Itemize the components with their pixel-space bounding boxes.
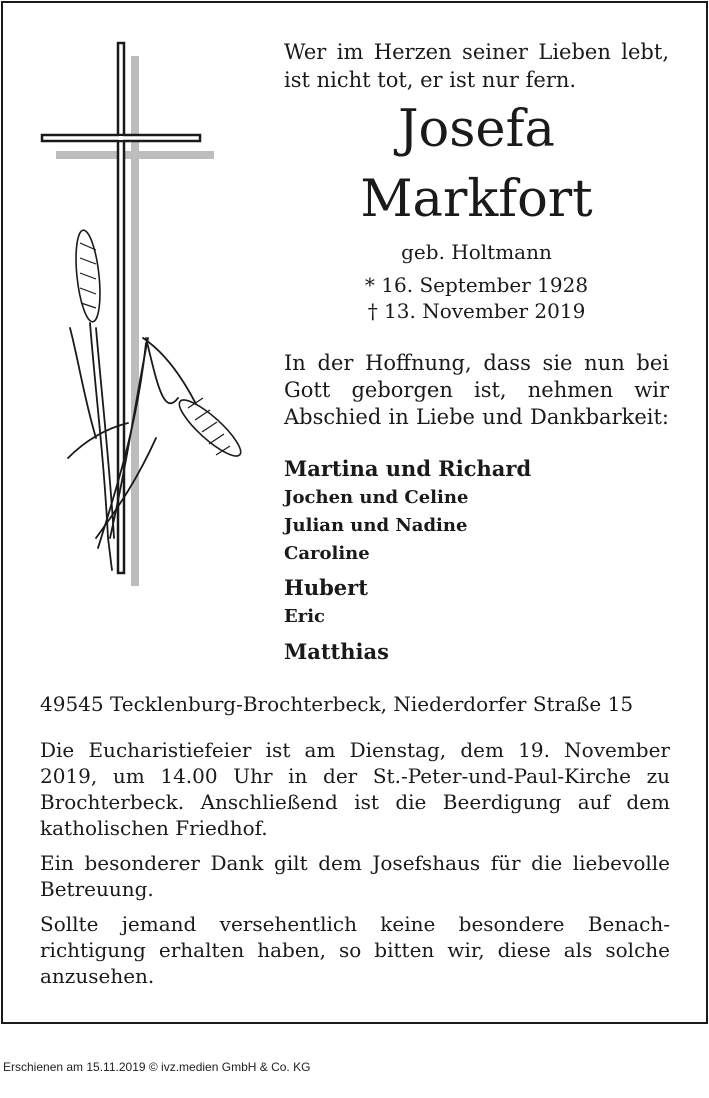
family-member: Martina und Richard (284, 456, 532, 481)
death-date: † 13. November 2019 (367, 299, 586, 323)
notice-line: anzusehen. (40, 964, 155, 988)
service-line: Die Eucharistiefeier ist am Dienstag, dem 19. November (40, 738, 670, 762)
hope-text (284, 350, 669, 431)
cross-with-wheat-icon (38, 38, 253, 593)
notice-line: richtigung erhalten haben, so bitten wir, diese als solche (40, 938, 670, 962)
address: 49545 Tecklenburg-Brochterbeck, Niederdorfer Straße 15 (40, 692, 634, 716)
service-line: katholischen Friedhof. (40, 816, 268, 840)
family-member: Hubert (284, 575, 368, 600)
memorial-quote (284, 38, 669, 94)
family-member: Eric (284, 606, 326, 627)
family-member: Caroline (284, 543, 370, 564)
birth-date: * 16. September 1928 (364, 273, 589, 297)
quote-line: Wer im Herzen seiner Lieben lebt, (284, 40, 669, 64)
thanks-line: Betreuung. (40, 877, 154, 901)
hope-line: In der Hoffnung, dass sie nun bei (284, 351, 669, 375)
hope-line: Gott geborgen ist, nehmen wir (284, 378, 669, 402)
service-info (40, 737, 670, 841)
family-member: Jochen und Celine (284, 487, 469, 508)
family-member: Julian und Nadine (284, 515, 468, 536)
notice-text (40, 911, 670, 989)
notice-line: Sollte jemand versehentlich keine besondere Benach- (40, 912, 670, 936)
deceased-first-name: Josefa (398, 100, 555, 159)
quote-line: ist nicht tot, er ist nur fern. (284, 68, 577, 92)
hope-line: Abschied in Liebe und Dankbarkeit: (284, 405, 669, 429)
birth-name: geb. Holtmann (401, 240, 552, 264)
thanks-line: Ein besonderer Dank gilt dem Josefshaus für die liebevolle (40, 851, 670, 875)
service-line: Brochterbeck. Anschließend ist die Beerdigung auf dem (40, 790, 670, 814)
thanks-text (40, 850, 670, 902)
family-member: Matthias (284, 639, 389, 664)
deceased-last-name: Markfort (360, 170, 593, 229)
publication-footer: Erschienen am 15.11.2019 © ivz.medien GmbH & Co. KG (3, 1060, 311, 1074)
service-line: 2019, um 14.00 Uhr in der St.-Peter-und-Paul-Kirche zu (40, 764, 670, 788)
